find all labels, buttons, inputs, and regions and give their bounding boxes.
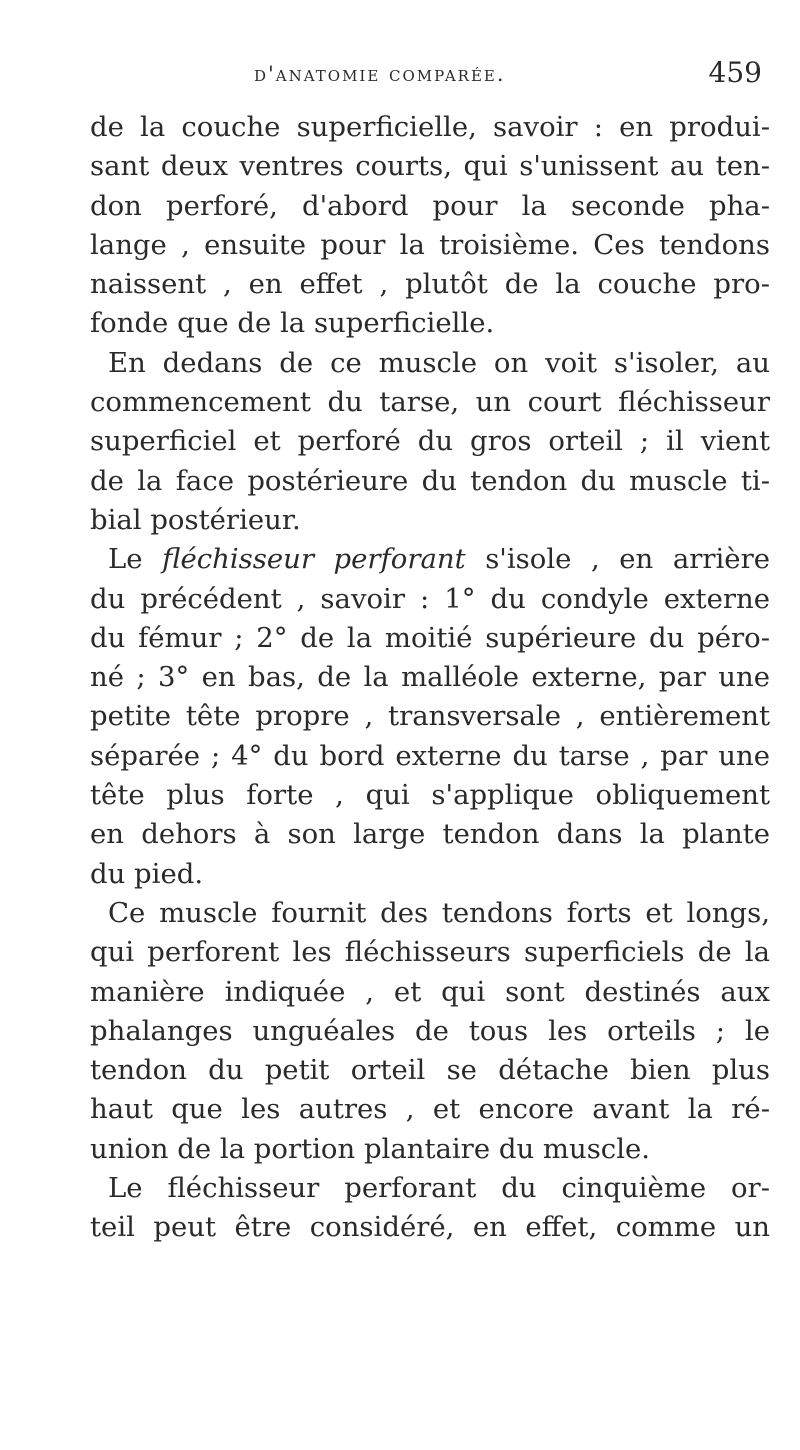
text-line: naissent , en effet , plutôt de la couche pro- xyxy=(90,268,770,301)
text-line: Le fléchisseur perforant du cinquième or- xyxy=(108,1172,770,1205)
text-line: qui perforent les fléchisseurs superficiels de la xyxy=(90,936,770,969)
text-line: sant deux ventres courts, qui s'unissent au ten- xyxy=(90,150,770,183)
text-line: du fémur ; 2° de la moitié supérieure du péro- xyxy=(90,621,770,654)
text-line: superficiel et perforé du gros orteil ; il vient xyxy=(90,425,770,458)
text-line: phalanges unguéales de tous les orteils ; le xyxy=(90,1014,770,1047)
text-line: en dehors à son large tendon dans la plante xyxy=(90,818,770,851)
italic-term: fléchisseur perforant xyxy=(162,543,466,576)
text-line: tendon du petit orteil se détache bien plus xyxy=(90,1054,770,1087)
text-fragment: s'isole , en arrière xyxy=(465,543,771,576)
paragraph-1 xyxy=(90,108,770,344)
text-line: du précédent , savoir : 1° du condyle externe xyxy=(90,582,770,615)
text-line: petite tête propre , transversale , entièrement xyxy=(90,700,770,733)
text-line: de la face postérieure du tendon du muscle ti- xyxy=(90,464,770,497)
paragraph-3 xyxy=(90,540,770,894)
paragraph-2 xyxy=(90,344,770,540)
running-head xyxy=(90,56,770,96)
paragraph-4 xyxy=(90,894,770,1169)
text-line: séparée ; 4° du bord externe du tarse , par une xyxy=(90,739,770,772)
text-line: don perforé, d'abord pour la seconde pha- xyxy=(90,189,770,222)
text-line: manière indiquée , et qui sont destinés aux xyxy=(90,975,770,1008)
text-line: fonde que de la superficielle. xyxy=(90,307,495,340)
text-line: de la couche superficielle, savoir : en produi- xyxy=(90,111,770,143)
text-line: bial postérieur. xyxy=(90,503,301,536)
running-title: d'anatomie comparée. xyxy=(254,62,506,86)
text-line: Ce muscle fournit des tendons forts et longs, xyxy=(108,896,770,929)
text-line: commencement du tarse, un court fléchisseur xyxy=(90,386,770,419)
text-line: lange , ensuite pour la troisième. Ces tendons xyxy=(90,228,770,261)
text-line: En dedans de ce muscle on voit s'isoler, au xyxy=(108,346,770,379)
text-line: haut que les autres , et encore avant la ré- xyxy=(90,1093,770,1126)
text-fragment: Le xyxy=(108,543,163,576)
text-line: teil peut être considéré, en effet, comme un xyxy=(90,1211,770,1244)
paragraph-5 xyxy=(90,1169,770,1248)
text-line xyxy=(90,540,770,579)
text-line: union de la portion plantaire du muscle. xyxy=(90,1132,651,1165)
text-line: du pied. xyxy=(90,857,204,890)
body-text xyxy=(90,108,770,1248)
text-line: tête plus forte , qui s'applique obliquement xyxy=(90,779,770,812)
text-line: né ; 3° en bas, de la malléole externe, par une xyxy=(90,661,770,694)
page-number: 459 xyxy=(708,56,762,89)
